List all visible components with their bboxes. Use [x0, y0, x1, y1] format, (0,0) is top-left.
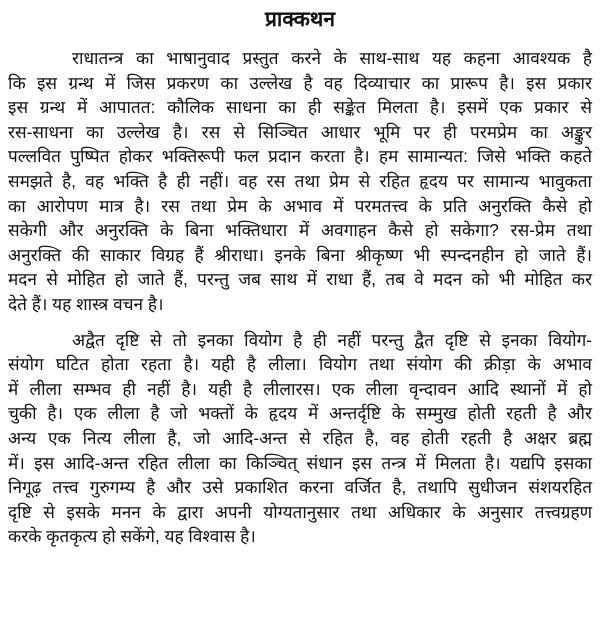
text-line: मदन से मोहित हो जाते हैं, परन्तु जब साथ में राधा हैं, तब वे मदन को भी मोहित कर — [8, 269, 592, 290]
text-line: में। इस आदि-अन्त रहित लीला का किञ्चित् संधान इस तन्त्र में मिलता है। यद्यपि इसका — [8, 452, 592, 473]
text-line: करके कृतकृत्य हो सकेंगे, यह विश्वास है। — [8, 526, 256, 547]
text-line: दृष्टि से इसके मनन के द्वारा अपनी योग्यतानुसार तथा अधिकार के अनुसार तत्त्वग्रहण — [8, 501, 592, 522]
text-line: देते हैं। यह शास्त्र वचन है। — [8, 293, 164, 314]
text-line: अद्वैत दृष्टि से तो इनका वियोग है ही नहीं परन्तु द्वैत दृष्टि से इनका वियोग- — [72, 329, 592, 350]
text-line: अन्य एक नित्य लीला है, जो आदि-अन्त से रहित है, वह होती रहती है अक्षर ब्रह्म — [8, 427, 592, 448]
paragraph-1 — [8, 46, 592, 317]
text-line: समझते है, वह भक्ति है ही नहीं। वह रस तथा प्रेम से रहित हृदय पर सामान्य भावुकता — [8, 170, 592, 191]
paragraph-2 — [8, 328, 592, 549]
text-line: अनुरक्ति की साकार विग्रह हैं श्रीराधा। इनके बिना श्रीकृष्ण भी स्पन्दनहीन हो जाते हैं। — [8, 244, 592, 265]
text-line: चुकी है। एक लीला है जो भक्तों के हृदय में अन्तर्दृष्टि के सम्मुख होती रहती है और — [8, 403, 592, 424]
text-line: में लीला सम्भव ही नहीं है। यही है लीलारस। एक लीला वृन्दावन आदि स्थानों में हो — [8, 378, 592, 399]
text-line: रस-साधना का उल्लेख है। रस से सिञ्चित आधार भूमि पर ही परमप्रेम का अङ्कुर — [8, 121, 592, 142]
text-line: कि इस ग्रन्थ में जिस प्रकरण का उल्लेख है वह दिव्याचार का प्रारूप है। इस प्रकार — [8, 72, 592, 93]
text-line: पल्लवित पुष्पित होकर भक्तिरूपी फल प्रदान करता है। हम सामान्यत: जिसे भक्ति कहते — [8, 146, 592, 167]
text-line: राधातन्त्र का भाषानुवाद प्रस्तुत करने के साथ-साथ यह कहना आवश्यक है — [72, 48, 592, 68]
page-title: प्राक्कथन — [264, 8, 336, 31]
text-line: का आरोपण मात्र है। रस तथा प्रेम के अभाव में परमतत्त्व के प्रति अनुरक्ति कैसे हो — [8, 195, 592, 216]
text-line: इस ग्रन्थ में आपातत: कौलिक साधना का ही सङ्केत मिलता है। इसमें एक प्रकार से — [8, 97, 592, 118]
text-line: सकेगी और अनुरक्ति के बिना भक्तिधारा में अवगाहन कैसे हो सकेगा? रस-प्रेम तथा — [8, 220, 592, 241]
text-line: निगूढ़ तत्त्व गुरुगम्य है और उसे प्रकाशित करना वर्जित है, तथापि सुधीजन संशयरहित — [8, 477, 592, 498]
text-line: संयोग घटित होता रहता है। यही है लीला। वियोग तथा संयोग की क्रीड़ा के अभाव — [8, 354, 592, 375]
